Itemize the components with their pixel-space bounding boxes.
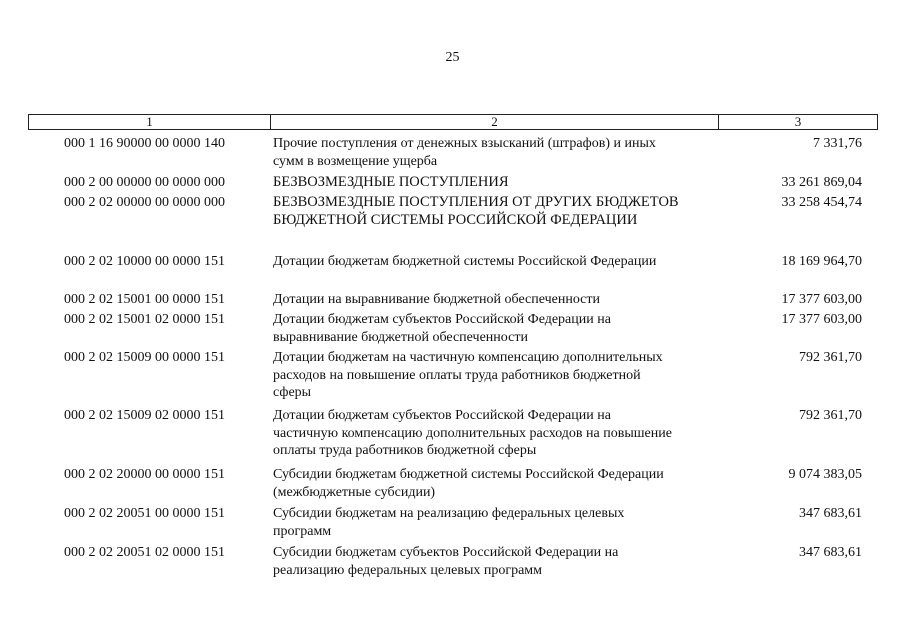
income-name-line: Субсидии бюджетам бюджетной системы Российской Федерации (273, 467, 664, 482)
income-name-line: Дотации бюджетам на частичную компенсацию дополнительных (273, 350, 663, 365)
income-name-line: Прочие поступления от денежных взысканий (штрафов) и иных (273, 136, 656, 151)
table-header (28, 114, 878, 130)
income-name-line: (межбюджетные субсидии) (273, 484, 436, 500)
income-name (273, 291, 713, 309)
income-name-line: выравнивание бюджетной обеспеченности (273, 329, 528, 345)
income-name-line: реализацию федеральных целевых программ (273, 562, 543, 578)
income-name-line: Субсидии бюджетам субъектов Российской Федерации на (273, 545, 619, 560)
amount: 17 377 603,00 (781, 312, 862, 327)
income-name (273, 466, 713, 501)
income-name (273, 505, 713, 540)
income-name (273, 253, 713, 271)
amount: 33 261 869,04 (781, 175, 862, 190)
income-name-line: Дотации на выравнивание бюджетной обеспеченности (273, 292, 600, 307)
budget-code: 000 2 02 20051 02 0000 151 (64, 545, 225, 560)
income-name-line: сферы (273, 385, 312, 400)
amount: 347 683,61 (799, 545, 862, 560)
income-name-line: БЮДЖЕТНОЙ СИСТЕМЫ РОССИЙСКОЙ ФЕДЕРАЦИИ (273, 211, 638, 228)
income-name-line: сумм в возмещение ущерба (273, 153, 438, 169)
income-name-line: Дотации бюджетам субъектов Российской Федерации на (273, 312, 611, 327)
amount: 18 169 964,70 (781, 254, 862, 269)
income-name (273, 174, 713, 192)
income-name-line: Субсидии бюджетам на реализацию федеральных целевых (273, 506, 625, 521)
amount: 17 377 603,00 (781, 292, 862, 307)
budget-code: 000 2 02 20051 00 0000 151 (64, 506, 225, 521)
income-name-line: оплаты труда работников бюджетной сферы (273, 443, 537, 458)
income-name-line: БЕЗВОЗМЕЗДНЫЕ ПОСТУПЛЕНИЯ ОТ ДРУГИХ БЮДЖЕТОВ (273, 194, 679, 210)
income-name (273, 349, 713, 402)
income-name (273, 407, 713, 460)
budget-code: 000 2 02 15009 00 0000 151 (64, 350, 225, 365)
income-name (273, 311, 713, 346)
header-column-3: 3 (794, 114, 802, 129)
budget-code: 000 2 00 00000 00 0000 000 (64, 175, 225, 190)
amount: 33 258 454,74 (781, 195, 862, 210)
amount: 9 074 383,05 (788, 467, 862, 482)
amount: 7 331,76 (813, 136, 862, 151)
budget-code: 000 2 02 15009 02 0000 151 (64, 408, 225, 423)
income-name (273, 544, 713, 579)
income-name-line: расходов на повышение оплаты труда работников бюджетной (273, 367, 641, 383)
amount: 792 361,70 (799, 408, 862, 423)
page-number: 25 (445, 50, 460, 65)
header-column-1: 1 (29, 115, 271, 129)
income-name-line: Дотации бюджетам субъектов Российской Федерации на (273, 408, 611, 423)
budget-code: 000 2 02 10000 00 0000 151 (64, 254, 225, 269)
income-name (273, 135, 713, 170)
header-column-2: 2 (271, 115, 719, 129)
income-name-line: частичную компенсацию дополнительных расходов на повышение (273, 425, 672, 441)
income-name-line: программ (273, 523, 332, 539)
budget-code: 000 2 02 15001 02 0000 151 (64, 312, 225, 327)
income-name-line: БЕЗВОЗМЕЗДНЫЕ ПОСТУПЛЕНИЯ (273, 174, 509, 190)
income-name (273, 194, 713, 229)
budget-code: 000 2 02 15001 00 0000 151 (64, 292, 225, 307)
budget-code: 000 1 16 90000 00 0000 140 (64, 136, 225, 151)
amount: 347 683,61 (799, 506, 862, 521)
budget-code: 000 2 02 20000 00 0000 151 (64, 467, 225, 482)
budget-code: 000 2 02 00000 00 0000 000 (64, 195, 225, 210)
amount: 792 361,70 (799, 350, 862, 365)
income-name-line: Дотации бюджетам бюджетной системы Российской Федерации (273, 254, 657, 269)
